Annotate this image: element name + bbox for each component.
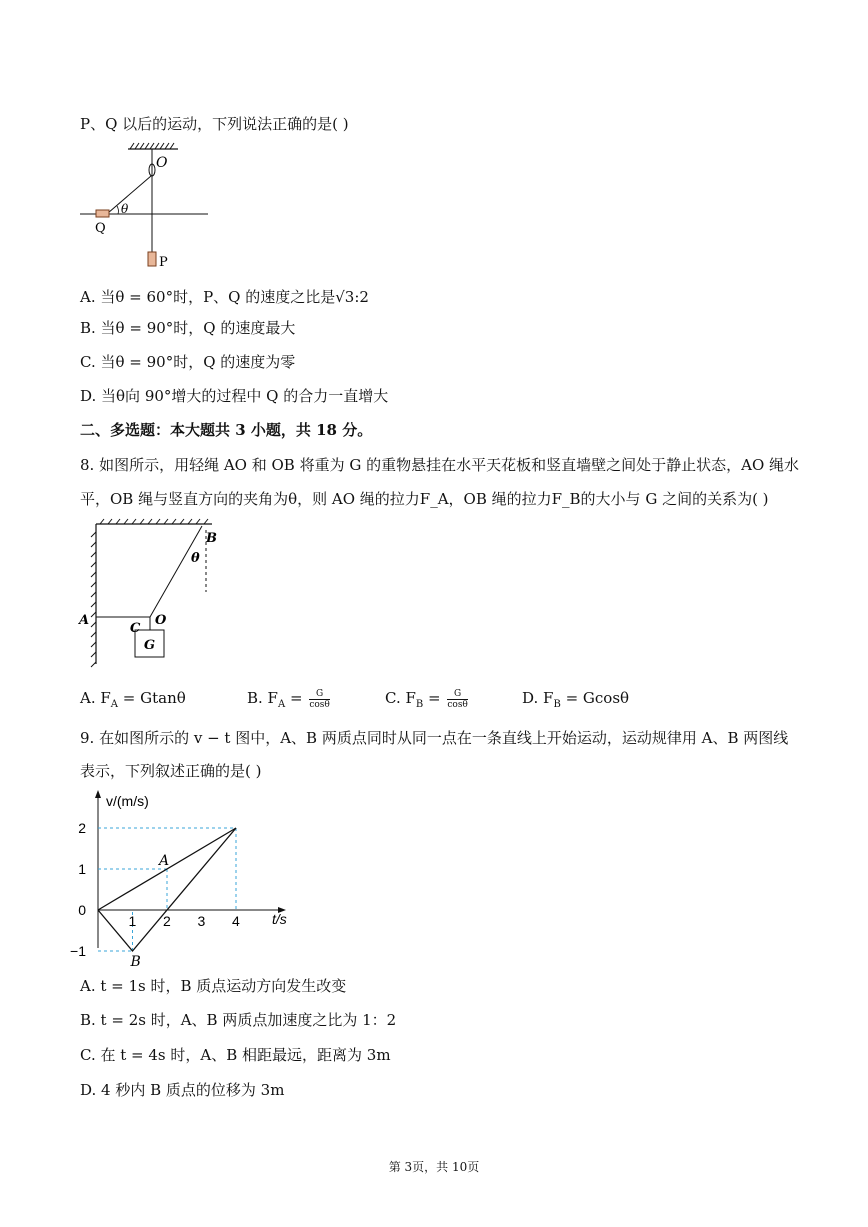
x-tick-label: 1	[128, 913, 137, 929]
q9-option-d: D. 4 秒内 B 质点的位移为 3m	[80, 1081, 285, 1099]
q8-figure	[76, 520, 216, 668]
q9-option-c: C. 在 t = 4s 时，A、B 相距最远，距离为 3m	[80, 1046, 391, 1064]
x-tick-label: 3	[197, 913, 206, 929]
y-tick-label: 2	[78, 820, 86, 836]
q7-figure	[78, 140, 218, 272]
series-label-b: B	[130, 954, 141, 970]
q8-stem-line2: 平，OB 绳与竖直方向的夹角为θ，则 AO 绳的拉力F_A，OB 绳的拉力F_B的大小与 G 之间的关系为( )	[80, 490, 769, 508]
q9-x-axis-label: t/s	[272, 911, 287, 927]
q8-option-d: D. $F_B = Gcos\theta$	[522, 689, 630, 710]
y-tick-label: 0	[78, 902, 86, 918]
y-tick-label: 1	[78, 861, 86, 877]
q7-option-d: D. 当θ向 90°增大的过程中 Q 的合力一直增大	[80, 387, 389, 405]
q8-label-g: G	[144, 638, 156, 653]
page-footer: 第 3页，共 10页	[388, 1160, 480, 1174]
q7-option-a: A. 当θ = 60°时，P、Q 的速度之比是√3:2	[80, 288, 369, 306]
q9-stem-line1: 9. 在如图所示的 v − t 图中，A、B 两质点同时从同一点在一条直线上开始运动，运动规律用 A、B 两图线	[80, 729, 789, 747]
q7-label-q: Q	[95, 221, 106, 236]
q9-option-b: B. t = 2s 时，A、B 两质点加速度之比为 1：2	[80, 1011, 397, 1029]
q8-label-c: C	[130, 621, 141, 636]
q8-label-a: A	[79, 613, 90, 628]
q7-option-b: B. 当θ = 90°时，Q 的速度最大	[80, 319, 296, 337]
q9-option-a: A. t = 1s 时，B 质点运动方向发生改变	[80, 977, 347, 995]
q7-option-c: C. 当θ = 90°时，Q 的速度为零	[80, 353, 296, 371]
section-title: 二、多选题：本大题共 3 小题，共 18 分。	[80, 421, 373, 439]
y-tick-label: −1	[70, 943, 86, 959]
q9-y-axis-label: v/(m/s)	[106, 793, 149, 809]
q9-stem-line2: 表示，下列叙述正确的是( )	[80, 762, 262, 780]
q8-option-a: A. $F_A = Gtan\theta$	[80, 689, 186, 710]
q8-label-b: B	[206, 531, 217, 546]
q8-label-theta: θ	[191, 551, 200, 566]
x-tick-label: 2	[163, 913, 171, 929]
q7-label-theta: θ	[121, 202, 129, 216]
series-label-a: A	[159, 853, 170, 869]
q8-label-o: O	[155, 613, 167, 628]
q7-label-o: O	[156, 155, 168, 171]
q7-stem: P、Q 以后的运动，下列说法正确的是( )	[80, 115, 349, 133]
q8-option-b: B. $F_A$ = $\frac{G}{\cos\theta}$	[247, 688, 330, 710]
q8-stem-line1: 8. 如图所示，用轻绳 AO 和 OB 将重为 G 的重物悬挂在水平天花板和竖直墙壁之间处于静止状态，AO 绳水	[80, 456, 800, 474]
x-tick-label: 4	[232, 913, 240, 929]
q8-option-c: C. $F_B$ = $\frac{G}{\cos\theta}$	[385, 688, 468, 710]
q9-vt-chart	[72, 788, 302, 968]
q7-label-p: P	[159, 255, 168, 270]
